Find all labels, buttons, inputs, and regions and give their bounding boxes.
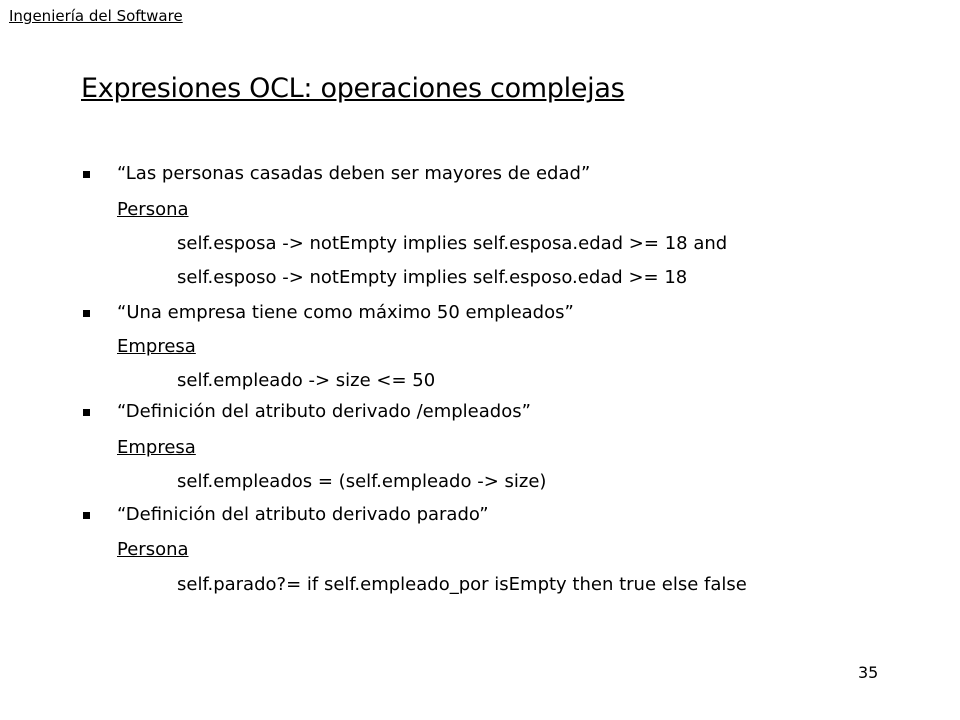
context-class: Persona (117, 199, 189, 220)
context-class: Empresa (117, 437, 196, 458)
constraint-statement: “Definición del atributo derivado /empleados” (117, 401, 531, 422)
ocl-expression: self.empleado -> size <= 50 (177, 370, 436, 391)
constraint-statement: “Definición del atributo derivado parado” (117, 504, 489, 525)
slide-title: Expresiones OCL: operaciones complejas (81, 73, 625, 104)
constraint-statement: “Una empresa tiene como máximo 50 empleados” (117, 302, 574, 323)
ocl-expression: self.esposa -> notEmpty implies self.esposa.edad >= 18 and (177, 233, 728, 254)
bullet-icon (83, 310, 90, 317)
context-class: Empresa (117, 336, 196, 357)
ocl-expression: self.esposo -> notEmpty implies self.esposo.edad >= 18 (177, 267, 688, 288)
constraint-statement: “Las personas casadas deben ser mayores de edad” (117, 163, 591, 184)
bullet-icon (83, 409, 90, 416)
page-number: 35 (858, 663, 879, 682)
slide-header: Ingeniería del Software (9, 7, 183, 25)
bullet-icon (83, 171, 90, 178)
bullet-icon (83, 512, 90, 519)
context-class: Persona (117, 539, 189, 560)
ocl-expression: self.empleados = (self.empleado -> size) (177, 471, 547, 492)
ocl-expression: self.parado?= if self.empleado_por isEmpty then true else false (177, 574, 747, 595)
